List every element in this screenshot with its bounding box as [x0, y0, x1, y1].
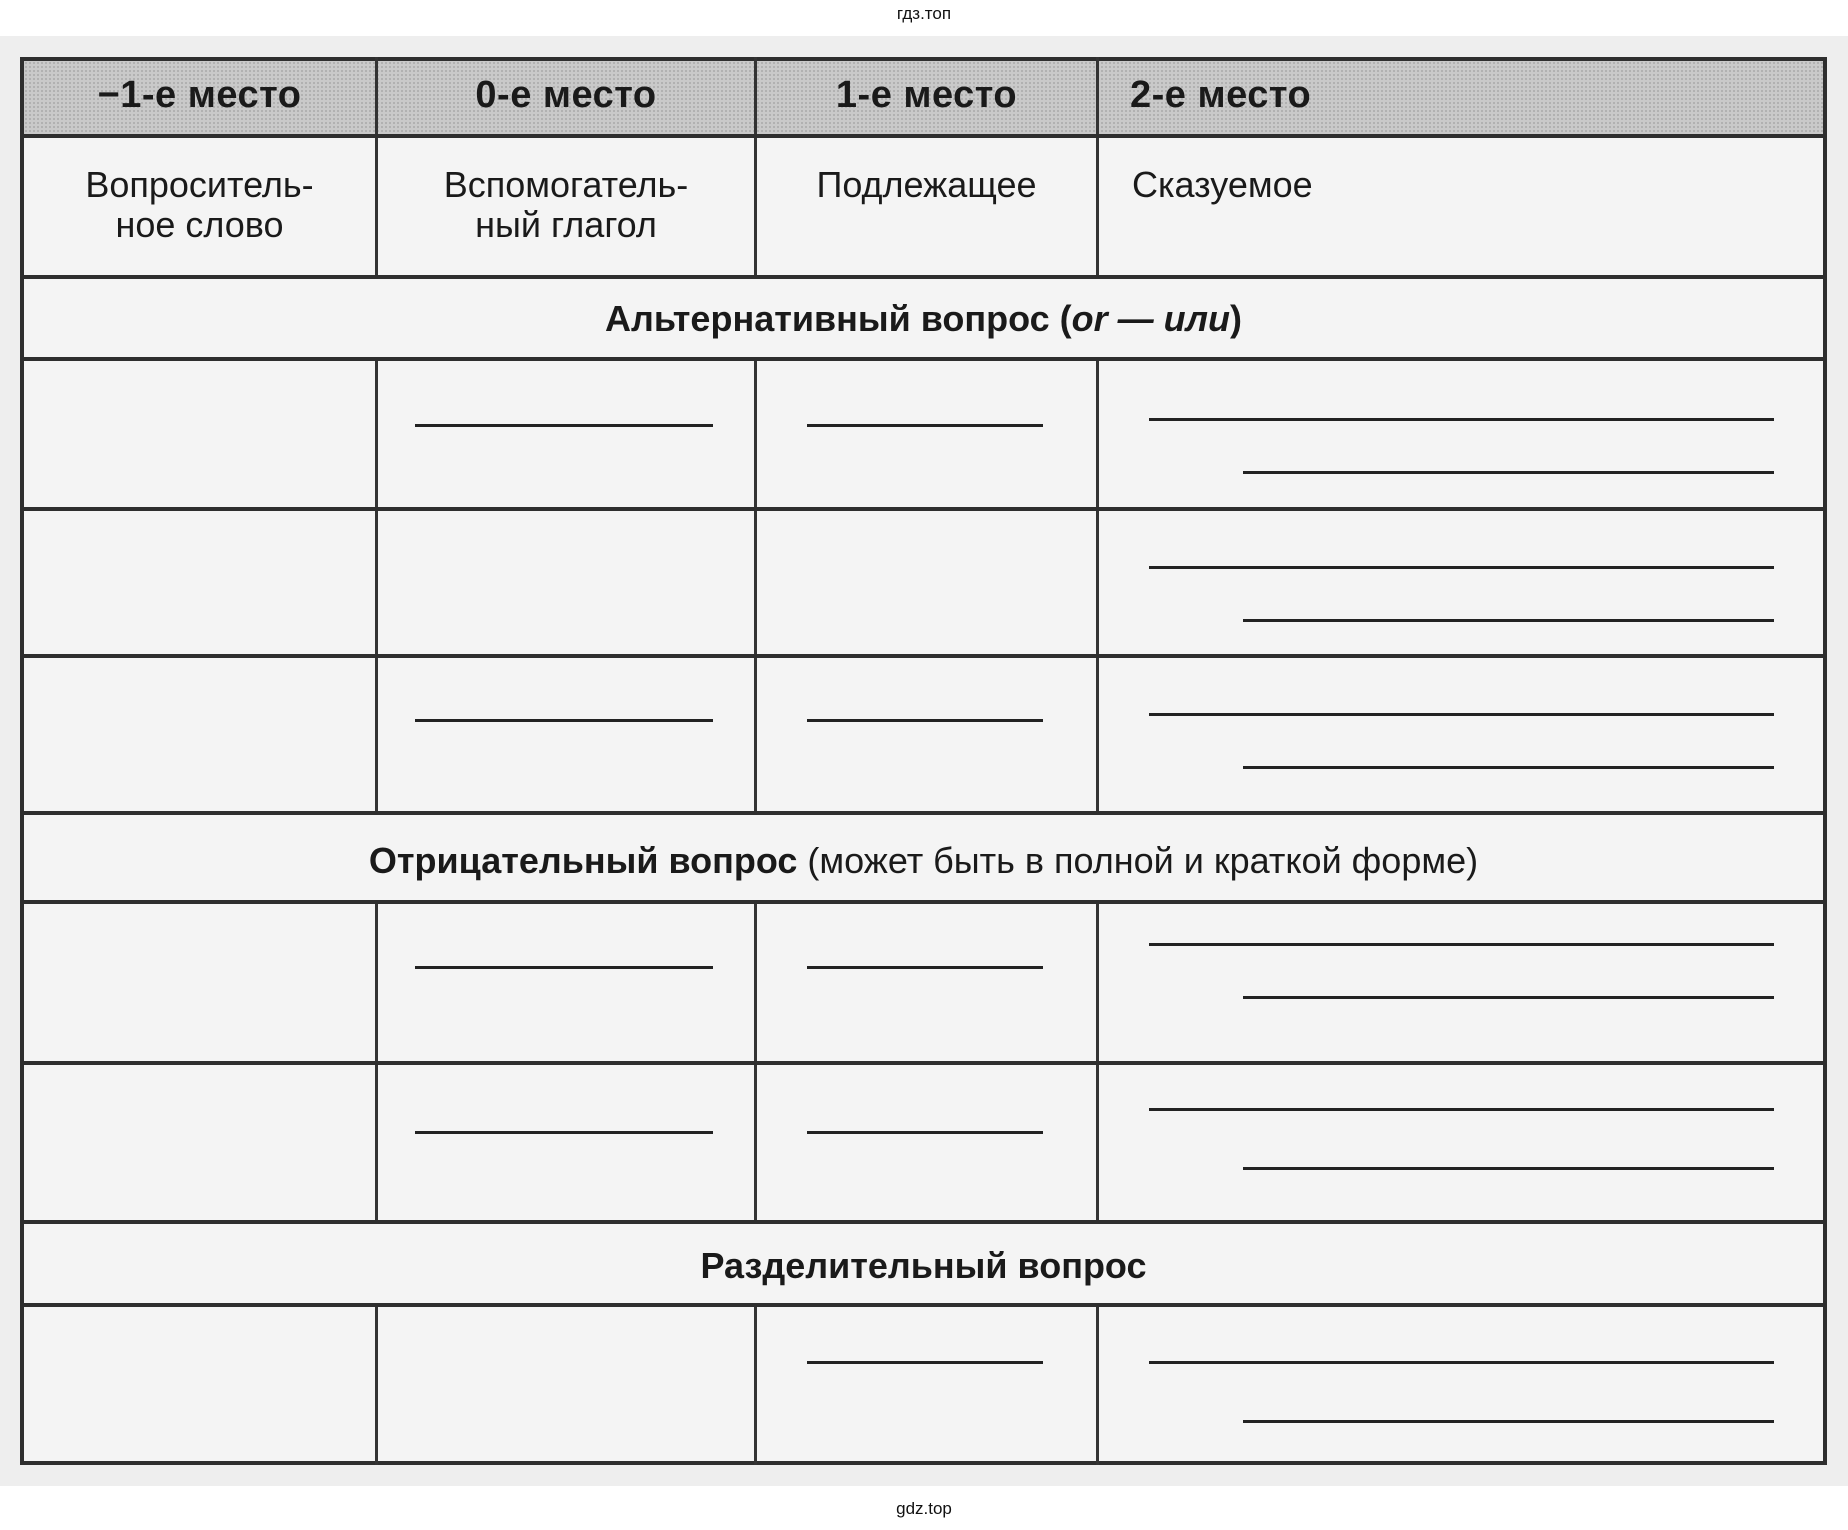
band-text: Отрицательный вопрос — [368, 840, 798, 881]
divider — [20, 1220, 1827, 1224]
answer-line[interactable] — [415, 1131, 713, 1134]
divider — [1096, 57, 1099, 277]
answer-line[interactable] — [1243, 766, 1774, 769]
band-negative-question — [20, 840, 1827, 882]
answer-line[interactable] — [1149, 713, 1774, 716]
divider — [20, 134, 1827, 138]
divider — [754, 1305, 757, 1465]
band-alternative-question — [20, 298, 1827, 340]
divider — [20, 507, 1827, 511]
divider — [20, 811, 1827, 815]
answer-line[interactable] — [1243, 619, 1774, 622]
band-tag-question: Разделительный вопрос — [700, 1245, 1147, 1286]
divider — [754, 359, 757, 813]
cell-question-word: Вопроситель- ное слово — [85, 164, 314, 245]
answer-line[interactable] — [415, 966, 713, 969]
divider — [1096, 1305, 1099, 1465]
divider — [375, 1305, 378, 1465]
divider — [20, 357, 1827, 361]
answer-line[interactable] — [807, 719, 1043, 722]
answer-line[interactable] — [415, 719, 713, 722]
answer-line[interactable] — [415, 424, 713, 427]
answer-line[interactable] — [1149, 566, 1774, 569]
answer-line[interactable] — [807, 424, 1043, 427]
divider — [20, 275, 1827, 279]
band-text: Альтернативный вопрос ( — [604, 298, 1072, 339]
answer-line[interactable] — [1149, 1361, 1774, 1364]
answer-line[interactable] — [807, 1361, 1043, 1364]
answer-line[interactable] — [1243, 1420, 1774, 1423]
divider — [1096, 359, 1099, 813]
answer-line[interactable] — [1149, 1108, 1774, 1111]
answer-line[interactable] — [807, 966, 1043, 969]
header-1: 1-е место — [835, 74, 1018, 116]
header-minus-1: −1-е место — [97, 74, 302, 116]
cell-subject: Подлежащее — [816, 164, 1037, 205]
cell-auxiliary-verb: Вспомогатель- ный глагол — [443, 164, 689, 245]
band-text-italic: or — или — [1071, 298, 1231, 339]
band-text-note: (может быть в полной и краткой форме) — [797, 840, 1479, 881]
header-2: 2-е место — [1130, 74, 1312, 116]
watermark-top: гдз.топ — [896, 4, 952, 23]
answer-line[interactable] — [1243, 996, 1774, 999]
divider — [375, 359, 378, 813]
answer-line[interactable] — [1149, 418, 1774, 421]
cell-predicate: Сказуемое — [1132, 164, 1313, 205]
divider — [20, 1303, 1827, 1307]
answer-line[interactable] — [1149, 943, 1774, 946]
answer-line[interactable] — [1243, 1167, 1774, 1170]
band-text: ) — [1230, 298, 1243, 339]
watermark-bottom: gdz.top — [896, 1499, 952, 1518]
answer-line[interactable] — [1243, 471, 1774, 474]
answer-line[interactable] — [807, 1131, 1043, 1134]
divider — [20, 900, 1827, 904]
divider — [20, 1061, 1827, 1065]
divider — [20, 654, 1827, 658]
header-0: 0-е место — [475, 74, 657, 116]
